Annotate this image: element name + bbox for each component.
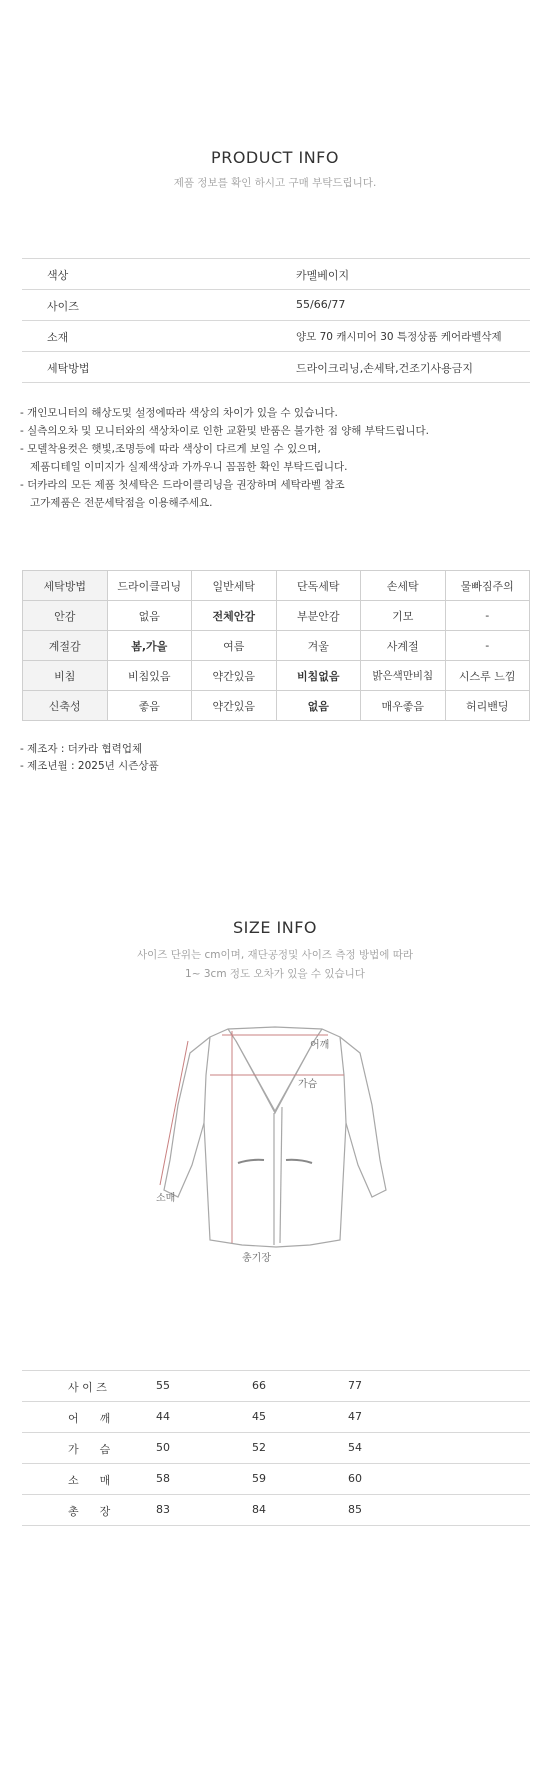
- table-cell: 허리밴딩: [445, 691, 530, 721]
- size-row-label: 어 깨: [68, 1412, 111, 1425]
- table-header-row: [23, 571, 530, 601]
- size-table-row: [22, 1402, 530, 1433]
- table-cell: -: [445, 601, 530, 631]
- manufacturer-text: - 제조자 : 더카라 협력업체: [20, 743, 143, 755]
- size-row-label: 가 슴: [68, 1443, 111, 1456]
- notice-line: - 모델착용컷은 햇빛,조명등에 따라 색상이 다르게 보일 수 있으며,: [20, 443, 321, 455]
- size-table-row: [22, 1464, 530, 1495]
- size-value: 47: [348, 1410, 362, 1423]
- left-pocket: [238, 1160, 264, 1163]
- table-cell: 안감: [23, 601, 108, 631]
- notice-line: 고가제품은 전문세탁점을 이용해주세요.: [20, 497, 213, 509]
- size-table-row: [22, 1495, 530, 1526]
- table-cell-selected: 없음: [276, 691, 361, 721]
- size-value: 83: [156, 1503, 170, 1516]
- table-cell: 겨울: [276, 631, 361, 661]
- info-value: 양모 70 캐시미어 30 특정상품 케어라벨삭제: [296, 331, 502, 343]
- sleeve-label: 소매: [156, 1193, 176, 1204]
- size-value: 50: [156, 1441, 170, 1454]
- table-cell: 부분안감: [276, 601, 361, 631]
- manufacture-date-text: - 제조년월 : 2025년 시즌상품: [20, 760, 159, 772]
- info-value: 드라이크리닝,손세탁,건조기사용금지: [296, 362, 474, 375]
- size-value: 85: [348, 1503, 362, 1516]
- size-value: 52: [252, 1441, 266, 1454]
- info-value: 55/66/77: [296, 298, 346, 311]
- table-cell: 기모: [361, 601, 446, 631]
- notice-line: - 실측의오차 및 모니터와의 색상차이로 인한 교환및 반품은 불가한 점 양해 부탁드립니다.: [20, 425, 429, 437]
- table-cell: 없음: [107, 601, 192, 631]
- chest-label: 가슴: [298, 1079, 318, 1090]
- size-value: 58: [156, 1472, 170, 1485]
- right-pocket: [286, 1160, 312, 1163]
- table-cell: 드라이클리닝: [107, 571, 192, 601]
- table-cell: 계절감: [23, 631, 108, 661]
- info-value: 카멜베이지: [296, 269, 350, 282]
- table-cell: -: [445, 631, 530, 661]
- table-cell: 비침있음: [107, 661, 192, 691]
- info-row-color: [22, 259, 530, 290]
- table-cell: 시스루 느낌: [445, 661, 530, 691]
- table-cell: 약간있음: [192, 661, 277, 691]
- product-info-subtitle: 제품 정보를 확인 하시고 구매 부탁드립니다.: [173, 177, 377, 189]
- size-value: 84: [252, 1503, 266, 1516]
- size-value: 54: [348, 1441, 362, 1454]
- info-label: 색상: [47, 269, 69, 282]
- table-cell: 일반세탁: [192, 571, 277, 601]
- table-cell-selected: 비침없음: [276, 661, 361, 691]
- table-cell: 여름: [192, 631, 277, 661]
- table-cell: 신축성: [23, 691, 108, 721]
- size-value: 44: [156, 1410, 170, 1423]
- notice-line: - 더카라의 모든 제품 첫세탁은 드라이클리닝을 권장하며 세탁라벨 참조: [20, 479, 345, 491]
- table-cell: 세탁방법: [23, 571, 108, 601]
- table-cell: 매우좋음: [361, 691, 446, 721]
- right-sleeve-outline: [340, 1037, 386, 1197]
- info-label: 소재: [47, 331, 69, 344]
- shoulder-label: 어깨: [310, 1040, 330, 1051]
- size-table-row: [22, 1433, 530, 1464]
- notice-line: - 개인모니터의 해상도및 설정에따라 색상의 차이가 있을 수 있습니다.: [20, 407, 338, 419]
- size-value: 66: [252, 1379, 266, 1392]
- length-label: 총기장: [242, 1253, 271, 1264]
- table-cell-selected: 전체안감: [192, 601, 277, 631]
- table-row: [23, 661, 530, 691]
- size-value: 60: [348, 1472, 362, 1485]
- fabric-info-table: [22, 570, 530, 721]
- table-cell: 사계절: [361, 631, 446, 661]
- table-row: [23, 691, 530, 721]
- info-row-washing: [22, 352, 530, 383]
- table-row: [23, 631, 530, 661]
- table-cell-selected: 봄,가을: [107, 631, 192, 661]
- size-value: 59: [252, 1472, 266, 1485]
- left-sleeve-outline: [164, 1037, 210, 1197]
- size-info-subtitle-2: 1~ 3cm 정도 오차가 있을 수 있습니다: [185, 968, 365, 980]
- coat-body-outline: [204, 1027, 346, 1247]
- product-info-title: PRODUCT INFO: [211, 148, 339, 167]
- info-row-size: [22, 290, 530, 321]
- size-table-row: [22, 1371, 530, 1402]
- size-value: 55: [156, 1379, 170, 1392]
- sleeve-measure-line: [160, 1041, 188, 1185]
- size-info-title: SIZE INFO: [232, 918, 317, 937]
- collar-outline: [228, 1029, 322, 1113]
- table-cell: 약간있음: [192, 691, 277, 721]
- size-info-subtitle-1: 사이즈 단위는 cm이며, 재단공정및 사이즈 측정 방법에 따라: [137, 949, 413, 961]
- size-row-label: 소 매: [68, 1474, 111, 1487]
- garment-measurement-diagram: [150, 1015, 400, 1265]
- table-cell: 밝은색만비침: [361, 661, 446, 691]
- table-cell: 손세탁: [361, 571, 446, 601]
- manufacturer-info: [20, 741, 159, 775]
- notice-line: 제품디테일 이미지가 실제색상과 가까우니 꼼꼼한 확인 부탁드립니다.: [20, 461, 348, 473]
- table-cell: 비침: [23, 661, 108, 691]
- notice-list: [20, 404, 429, 512]
- table-cell: 좋음: [107, 691, 192, 721]
- info-label: 사이즈: [47, 300, 79, 313]
- size-value: 77: [348, 1379, 362, 1392]
- table-cell: 단독세탁: [276, 571, 361, 601]
- info-label: 세탁방법: [47, 362, 90, 375]
- table-row: [23, 601, 530, 631]
- size-row-label: 총 장: [68, 1505, 111, 1518]
- info-row-material: [22, 321, 530, 352]
- size-value: 45: [252, 1410, 266, 1423]
- size-row-label: 사 이 즈: [68, 1381, 107, 1394]
- table-cell: 물빠짐주의: [445, 571, 530, 601]
